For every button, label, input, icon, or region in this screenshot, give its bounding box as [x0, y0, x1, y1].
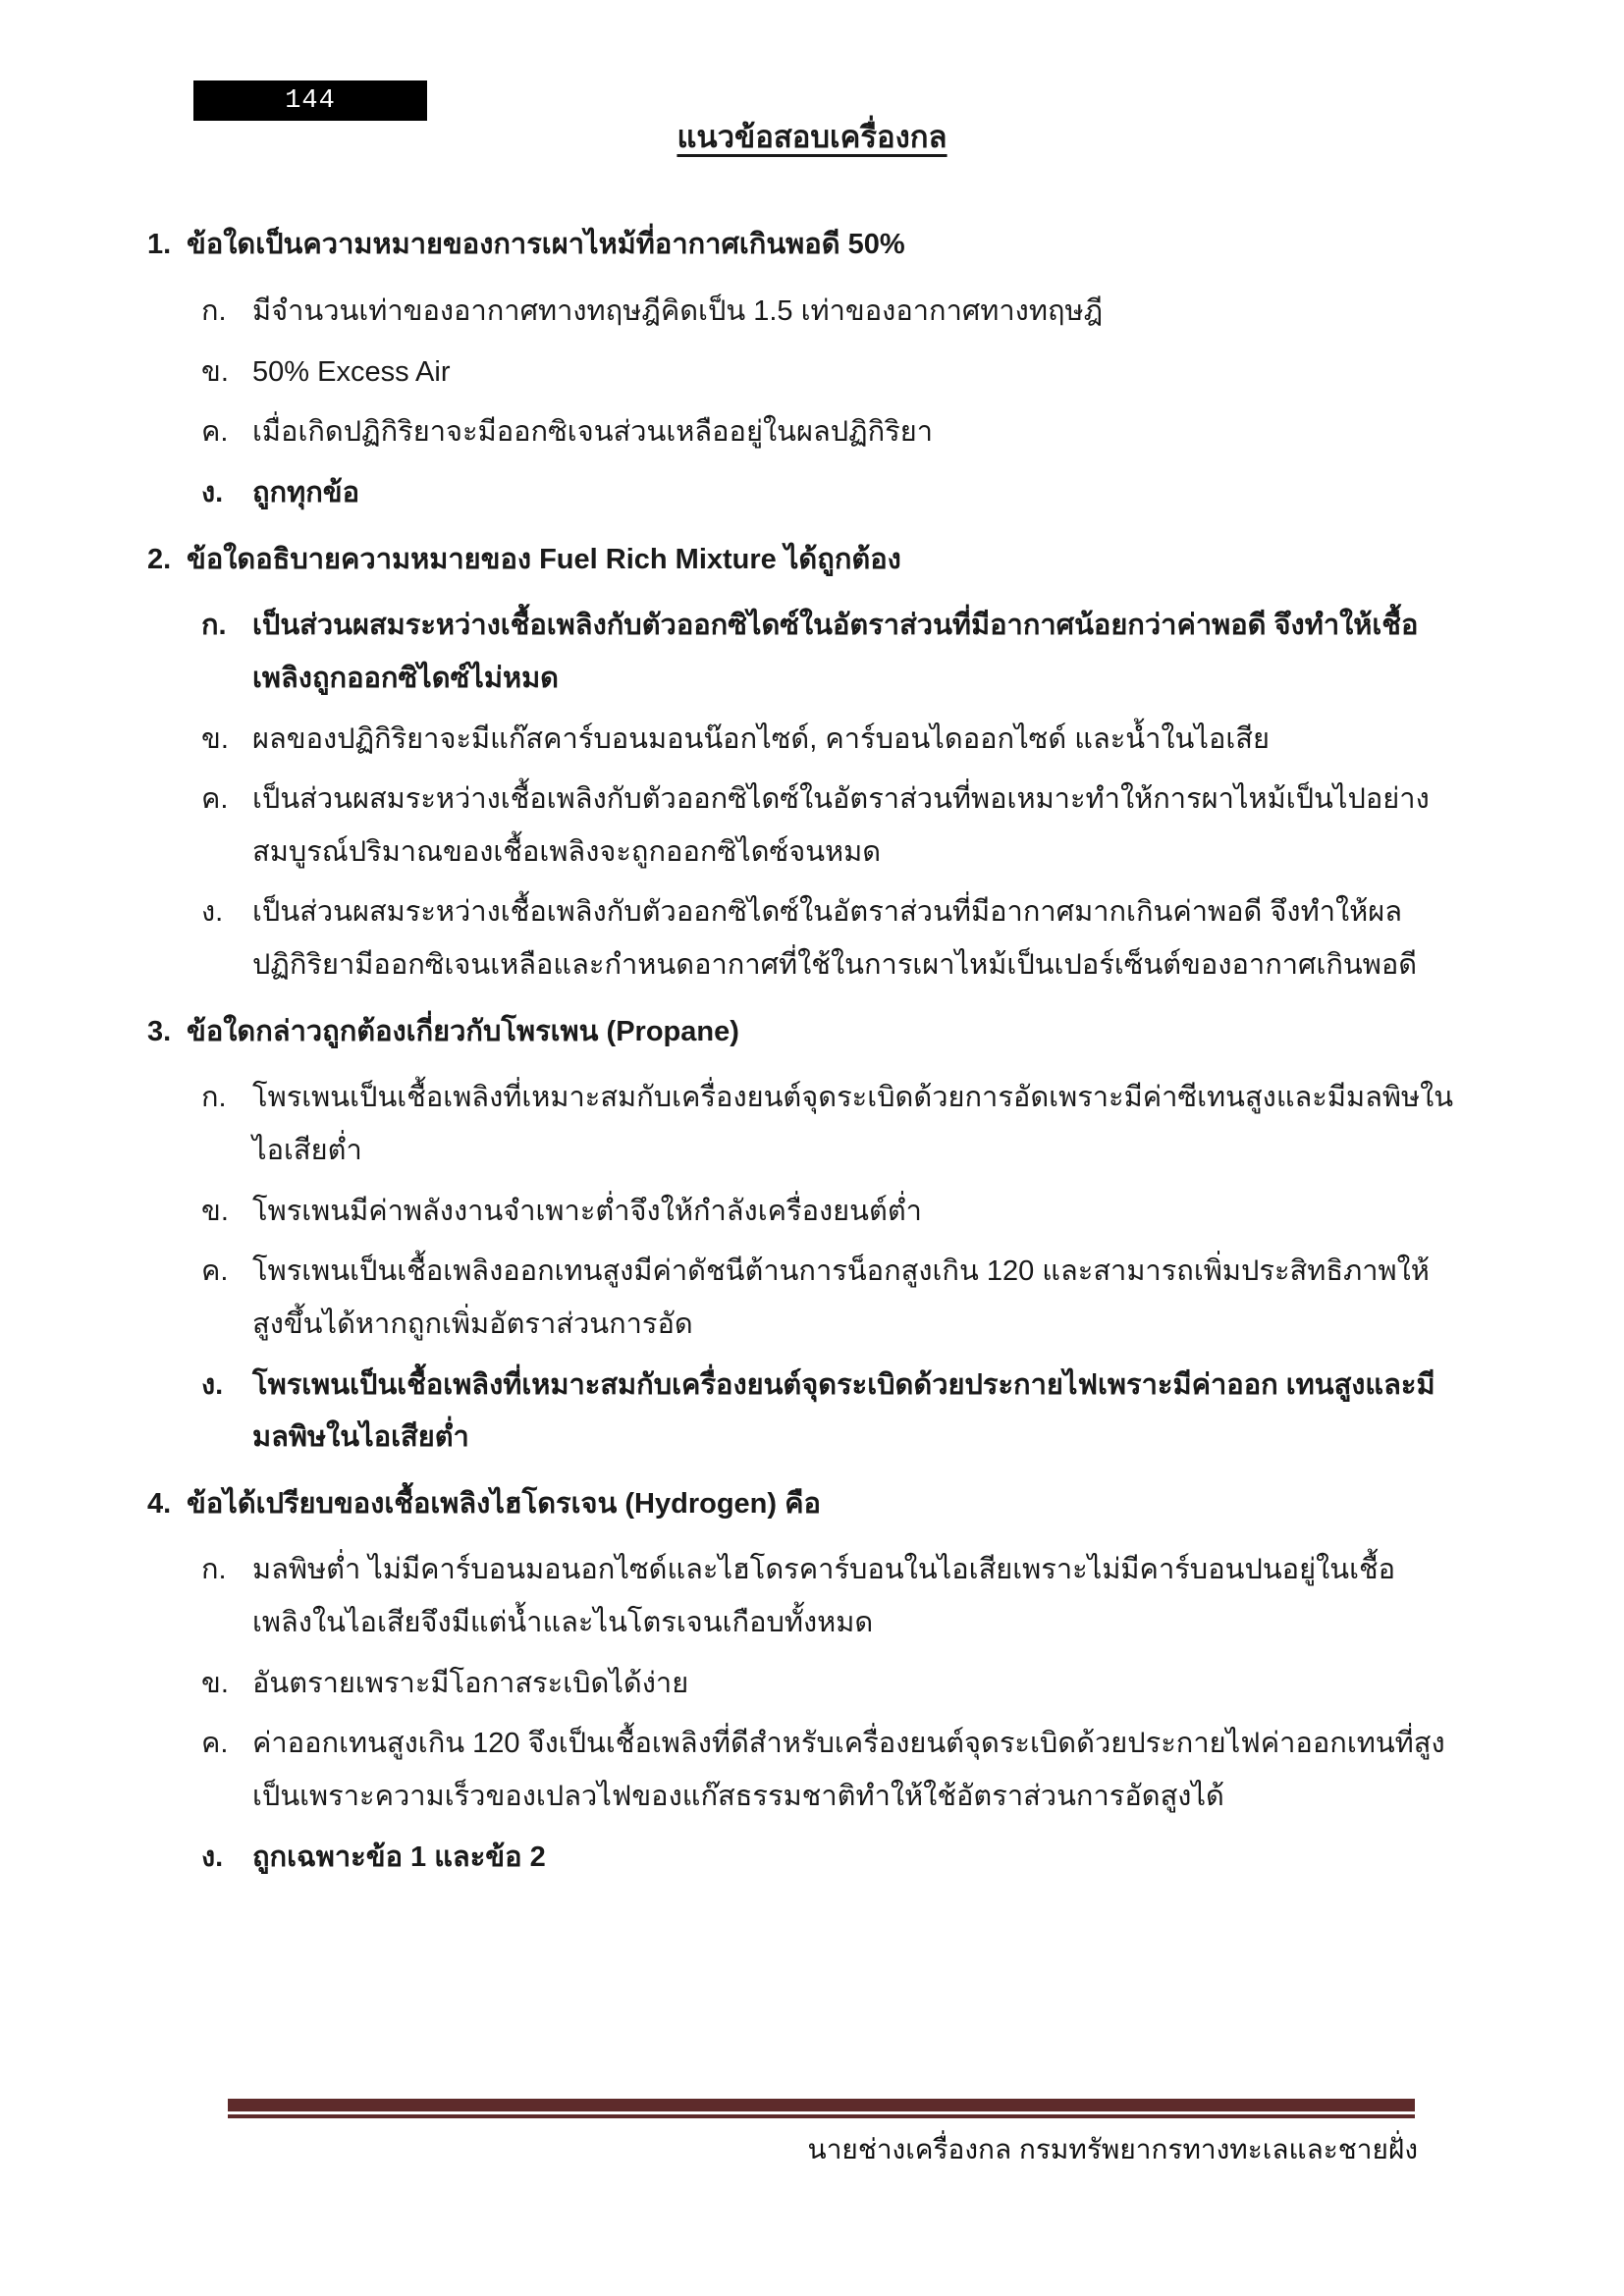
option-text: 50% Excess Air [252, 355, 451, 388]
option-label: ข. [201, 355, 229, 388]
footer-rule-thin-bar [228, 2114, 1415, 2118]
option-text: โพรเพนเป็นเชื้อเพลิงที่เหมาะสมกับเครื่องยนต์จุดระเบิดด้วยการอัดเพราะมีค่าซีเทนสูงและมีมลพิษในไอเสียต่ำ [252, 1082, 1454, 1166]
option-text: ค่าออกเทนสูงเกิน 120 จึงเป็นเชื้อเพลิงที่ดีสำหรับเครื่องยนต์จุดระเบิดด้วยประกายไฟค่าออกเทนที่สูงเป็นเพราะความเร็วของเปลวไฟของแก๊สธรรมชาติทำให้ใช้อัตราส่วนการอัดสูงได้ [252, 1728, 1445, 1813]
option-label: ก. [201, 1082, 227, 1114]
options-list [147, 286, 1455, 520]
question-text: ข้อใดเป็นความหมายของการเผาไหม้ที่อากาศเกินพอดี 50% [187, 229, 905, 261]
question-block [147, 1478, 1455, 1884]
option-row [201, 347, 1455, 400]
footer-rule-thick-bar [228, 2099, 1415, 2111]
option-label: ก. [201, 1554, 227, 1586]
question-number: 3. [147, 1015, 172, 1047]
question-heading [147, 534, 1455, 587]
option-text: เป็นส่วนผสมระหว่างเชื้อเพลิงกับตัวออกซิไดซ์ในอัตราส่วนที่มีอากาศมากเกินค่าพอดี จึงทำให้ผลปฏิกิริยามีออกซิเจนเหลือและกำหนดอากาศที่ใช้ในการเผาไหม้เป็นเปอร์เซ็นต์ของอากาศเกินพอดี [252, 896, 1418, 982]
question-heading [147, 219, 1455, 272]
option-label: ง. [201, 1841, 224, 1873]
option-row [201, 886, 1455, 991]
options-list [147, 600, 1455, 991]
question-text: ข้อใดอธิบายความหมายของ Fuel Rich Mixture ได้ถูกต้อง [187, 543, 901, 575]
option-text: ถูกทุกข้อ [252, 476, 360, 508]
question-number: 1. [147, 229, 172, 261]
option-label: ค. [201, 416, 229, 449]
question-text: ข้อได้เปรียบของเชื้อเพลิงไฮโดรเจน (Hydrogen) คือ [187, 1487, 821, 1520]
option-label: ก. [201, 610, 227, 642]
option-row [201, 1832, 1455, 1885]
question-block [147, 1006, 1455, 1465]
page-number: 144 [285, 85, 336, 116]
questions-list [0, 219, 1624, 1884]
question-block [147, 534, 1455, 992]
option-text: อันตรายเพราะมีโอกาสระเบิดได้ง่าย [252, 1667, 689, 1699]
options-list [147, 1544, 1455, 1884]
option-text: มีจำนวนเท่าของอากาศทางทฤษฎีคิดเป็น 1.5 เท่าของอากาศทางทฤษฎี [252, 295, 1104, 328]
option-row [201, 1246, 1455, 1351]
question-number: 2. [147, 543, 172, 575]
option-text: เป็นส่วนผสมระหว่างเชื้อเพลิงกับตัวออกซิไดซ์ในอัตราส่วนที่พอเหมาะทำให้การผาไหม้เป็นไปอย่างสมบูรณ์ปริมาณของเชื้อเพลิงจะถูกออกซิไดซ์จนหมด [252, 783, 1430, 868]
option-label: ค. [201, 1728, 229, 1760]
option-text: ผลของปฏิกิริยาจะมีแก๊สคาร์บอนมอนน๊อกไซด์, คาร์บอนไดออกไซด์ และน้ำในไอเสีย [252, 722, 1270, 755]
option-label: ข. [201, 1667, 229, 1699]
options-list [147, 1072, 1455, 1464]
question-number: 4. [147, 1487, 172, 1520]
page-title: แนวข้อสอบเครื่องกล [677, 120, 947, 154]
option-label: ค. [201, 783, 229, 816]
option-row [201, 1544, 1455, 1649]
page-number-badge [193, 80, 427, 121]
option-text: เมื่อเกิดปฏิกิริยาจะมีออกซิเจนส่วนเหลืออยู่ในผลปฏิกิริยา [252, 416, 933, 449]
option-label: ข. [201, 722, 229, 755]
option-row [201, 1360, 1455, 1465]
option-label: ง. [201, 896, 224, 929]
footer-text: นายช่างเครื่องกล กรมทรัพยากรทางทะเลและชายฝั่ง [807, 2134, 1418, 2164]
question-heading [147, 1478, 1455, 1531]
option-row [201, 467, 1455, 520]
option-label: ง. [201, 1368, 224, 1401]
option-row [201, 1718, 1455, 1823]
option-text: เป็นส่วนผสมระหว่างเชื้อเพลิงกับตัวออกซิไดซ์ในอัตราส่วนที่มีอากาศน้อยกว่าค่าพอดี จึงทำให้เชื้อเพลิงถูกออกซิไดซ์ไม่หมด [252, 610, 1419, 694]
question-block [147, 219, 1455, 519]
option-row [201, 774, 1455, 879]
option-row [201, 1658, 1455, 1711]
option-row [201, 406, 1455, 459]
option-label: ง. [201, 476, 224, 508]
question-heading [147, 1006, 1455, 1059]
option-row [201, 600, 1455, 705]
question-text: ข้อใดกล่าวถูกต้องเกี่ยวกับโพรเพน (Propane) [187, 1015, 739, 1047]
option-text: โพรเพนเป็นเชื้อเพลิงออกเทนสูงมีค่าดัชนีต้านการน็อกสูงเกิน 120 และสามารถเพิ่มประสิทธิภาพให้สูงขึ้นได้หากถูกเพิ่มอัตราส่วนการอัด [252, 1255, 1430, 1340]
option-row [201, 286, 1455, 339]
option-row [201, 1072, 1455, 1177]
option-label: ค. [201, 1255, 229, 1288]
option-label: ข. [201, 1195, 229, 1227]
footer-rule [228, 2099, 1415, 2118]
option-text: ถูกเฉพาะข้อ 1 และข้อ 2 [252, 1841, 546, 1873]
option-label: ก. [201, 295, 227, 328]
option-row [201, 1186, 1455, 1239]
option-text: โพรเพนมีค่าพลังงานจำเพาะต่ำจึงให้กำลังเครื่องยนต์ต่ำ [252, 1195, 922, 1227]
option-text: มลพิษต่ำ ไม่มีคาร์บอนมอนอกไซด์และไฮโดรคาร์บอนในไอเสียเพราะไม่มีคาร์บอนปนอยู่ในเชื้อเพลิงในไอเสียจึงมีแต่น้ำและไนโตรเจนเกือบทั้งหมด [252, 1554, 1396, 1639]
option-text: โพรเพนเป็นเชื้อเพลิงที่เหมาะสมกับเครื่องยนต์จุดระเบิดด้วยประกายไฟเพราะมีค่าออก เทนสูงและมีมลพิษในไอเสียต่ำ [252, 1368, 1435, 1454]
option-row [201, 714, 1455, 767]
